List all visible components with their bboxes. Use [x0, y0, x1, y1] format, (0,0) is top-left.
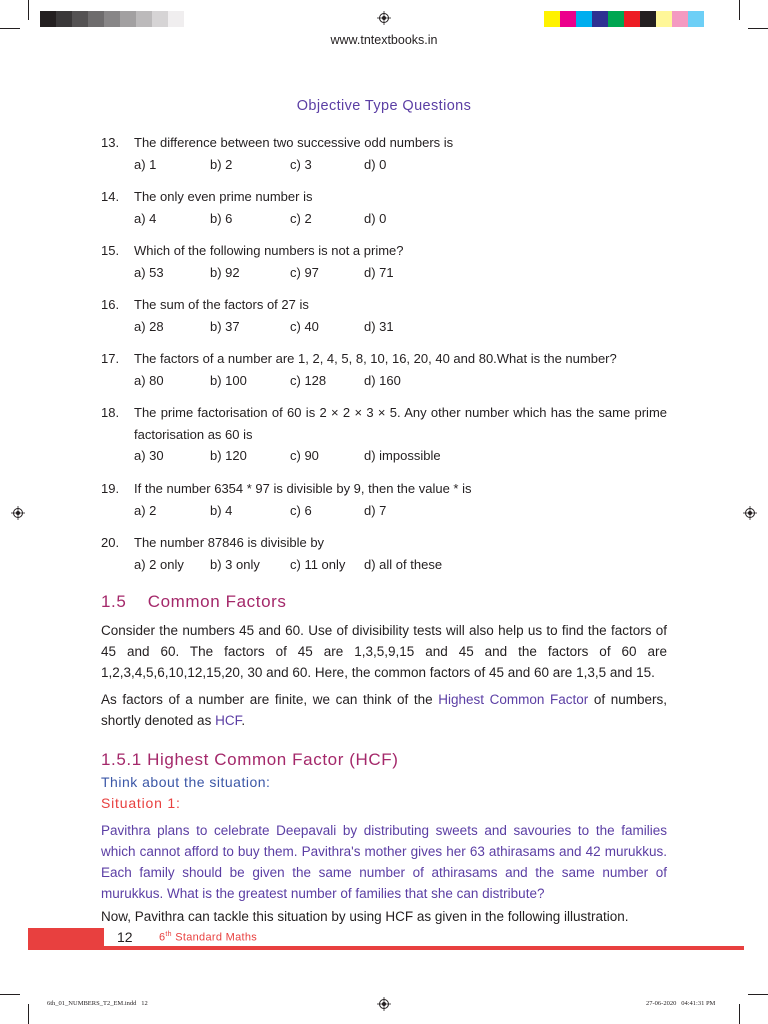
gray-swatch: [72, 11, 88, 27]
answer-option: d) all of these: [364, 556, 443, 572]
answer-options: [134, 500, 667, 522]
crop-mark: [739, 1004, 740, 1024]
answer-option: b) 120: [210, 448, 247, 463]
answer-option: a) 2 only: [134, 556, 184, 572]
answer-option: c) 128: [290, 372, 327, 388]
question-item: [101, 294, 667, 338]
highest-common-factor-term: Highest Common Factor: [438, 692, 589, 707]
color-swatch: [576, 11, 592, 27]
question-text: The number 87846 is divisible by: [134, 535, 325, 550]
question-item: [101, 348, 667, 392]
question-number: 19.: [101, 481, 120, 496]
gray-swatch: [56, 11, 72, 27]
gray-swatch: [152, 11, 168, 27]
answer-option: c) 6: [290, 502, 312, 518]
answer-option: d) 0: [364, 156, 387, 172]
answer-option: c) 90: [290, 448, 319, 463]
question-text: The factors of a number are 1, 2, 4, 5, 8, 10, 16, 20, 40 and 80.What is the number?: [134, 351, 617, 366]
answer-option: b) 92: [210, 264, 240, 280]
question-text: If the number 6354 * 97 is divisible by 9, then the value * is: [134, 481, 472, 496]
section-title: Objective Type Questions: [296, 98, 472, 114]
question-number: 18.: [101, 405, 120, 420]
crop-mark: [748, 994, 768, 995]
situation-label: Situation 1:: [101, 795, 181, 811]
question-number: 16.: [101, 297, 120, 312]
question-item: [101, 186, 667, 230]
question-text: The only even prime number is: [134, 189, 313, 204]
gray-swatch: [104, 11, 120, 27]
think-prompt: Think about the situation:: [101, 774, 271, 790]
color-swatch: [624, 11, 640, 27]
grayscale-color-bar: [40, 11, 184, 27]
crop-mark: [0, 994, 20, 995]
section-heading-hcf: 1.5.1 Highest Common Factor (HCF): [101, 750, 399, 769]
gray-swatch: [136, 11, 152, 27]
color-swatch: [656, 11, 672, 27]
footer-rule: [28, 946, 744, 950]
crop-mark: [28, 0, 29, 20]
answer-option: a) 4: [134, 210, 157, 226]
answer-option: d) 160: [364, 372, 401, 388]
answer-option: d) 71: [364, 264, 394, 280]
now-paragraph: Now, Pavithra can tackle this situation by using HCF as given in the following illustration.: [101, 909, 629, 924]
question-text: Which of the following numbers is not a prime?: [134, 243, 404, 258]
answer-options: [134, 370, 667, 392]
question-item: [101, 132, 667, 176]
color-swatch: [544, 11, 560, 27]
color-swatch: [592, 11, 608, 27]
answer-option: b) 2: [210, 156, 233, 172]
hcf-intro-text: of numbers, shortly denoted as: [101, 692, 667, 728]
gray-swatch: [88, 11, 104, 27]
registration-mark-icon: [11, 506, 25, 520]
question-item: [101, 402, 667, 467]
color-swatch: [672, 11, 688, 27]
book-title-number: 6: [159, 931, 166, 944]
hcf-abbreviation: HCF: [215, 713, 242, 728]
answer-option: d) impossible: [364, 448, 441, 463]
registration-mark-icon: [377, 997, 391, 1011]
answer-option: d) 7: [364, 502, 387, 518]
question-text: The prime factorisation of 60 is 2 × 2 × 3 × 5. Any other number which has the same prime factorisation as 60 is: [134, 405, 667, 442]
gray-swatch: [40, 11, 56, 27]
answer-option: c) 97: [290, 264, 319, 280]
answer-option: b) 100: [210, 372, 247, 388]
page-number: 12: [117, 929, 133, 945]
answer-options: [134, 262, 667, 284]
color-swatch: [560, 11, 576, 27]
color-swatch: [640, 11, 656, 27]
color-swatch: [688, 11, 704, 27]
crop-mark: [739, 0, 740, 20]
answer-options: [134, 154, 667, 176]
answer-option: b) 3 only: [210, 556, 260, 572]
answer-option: a) 53: [134, 264, 164, 280]
question-number: 13.: [101, 135, 120, 150]
answer-option: c) 3: [290, 156, 312, 172]
answer-option: b) 4: [210, 502, 233, 518]
question-number: 15.: [101, 243, 120, 258]
answer-option: a) 30: [134, 448, 164, 463]
answer-option: a) 80: [134, 372, 164, 388]
hcf-intro-paragraph: [101, 689, 667, 731]
answer-option: c) 2: [290, 210, 312, 226]
site-url: www.tntextbooks.in: [330, 33, 438, 47]
hcf-intro-text: As factors of a number are finite, we can think of the: [101, 692, 439, 707]
answer-option: a) 1: [134, 156, 157, 172]
indd-file-slug: 6th_01_NUMBERS_T2_EM.indd 12: [47, 1000, 148, 1007]
question-text: The sum of the factors of 27 is: [134, 297, 309, 312]
crop-mark: [0, 28, 20, 29]
answer-option: a) 28: [134, 318, 164, 334]
section-heading-common-factors: 1.5 Common Factors: [101, 592, 287, 611]
process-color-bar: [544, 11, 704, 27]
book-title-text: Standard Maths: [171, 931, 258, 944]
book-title-ordinal: th: [165, 931, 172, 938]
answer-options: [134, 554, 667, 576]
print-datetime-slug: 27-06-2020 04:41:31 PM: [646, 1000, 716, 1007]
hcf-intro-text: .: [241, 713, 246, 728]
answer-option: b) 6: [210, 210, 233, 226]
registration-mark-icon: [743, 506, 757, 520]
question-number: 20.: [101, 535, 120, 550]
question-item: [101, 478, 667, 522]
answer-option: b) 37: [210, 318, 240, 334]
question-item: [101, 532, 667, 576]
common-factors-paragraph: Consider the numbers 45 and 60. Use of divisibility tests will also help us to find the factors of 45 and 60. The factors of 45 are 1,3,5,9,15 and 45 and the factors of 60 are 1,2,3,4,5,6,10,12,15,20, 30 and 60. Here, the common factors of 45 and 60 are 1,3,5 and 15.: [101, 623, 667, 680]
crop-mark: [748, 28, 768, 29]
question-number: 14.: [101, 189, 120, 204]
answer-option: d) 31: [364, 318, 394, 334]
gray-swatch: [120, 11, 136, 27]
situation-story: Pavithra plans to celebrate Deepavali by distributing sweets and savouries to the families which cannot afford to buy them. Pavithra's mother gives her 63 athirasams and 42 murukkus. Each family should be given the same number of athirasams and the same number of murukkus. What is the greatest number of families that she can distribute?: [101, 823, 667, 901]
answer-options: [134, 316, 667, 338]
gray-swatch: [168, 11, 184, 27]
registration-mark-icon: [377, 11, 391, 25]
answer-options: [134, 445, 667, 467]
question-text: The difference between two successive odd numbers is: [134, 135, 454, 150]
book-title: [159, 931, 257, 944]
answer-option: c) 40: [290, 318, 319, 334]
question-number: 17.: [101, 351, 120, 366]
answer-option: c) 11 only: [290, 556, 346, 572]
answer-option: d) 0: [364, 210, 387, 226]
answer-option: a) 2: [134, 502, 157, 518]
answer-options: [134, 208, 667, 230]
question-item: [101, 240, 667, 284]
crop-mark: [28, 1004, 29, 1024]
color-swatch: [608, 11, 624, 27]
